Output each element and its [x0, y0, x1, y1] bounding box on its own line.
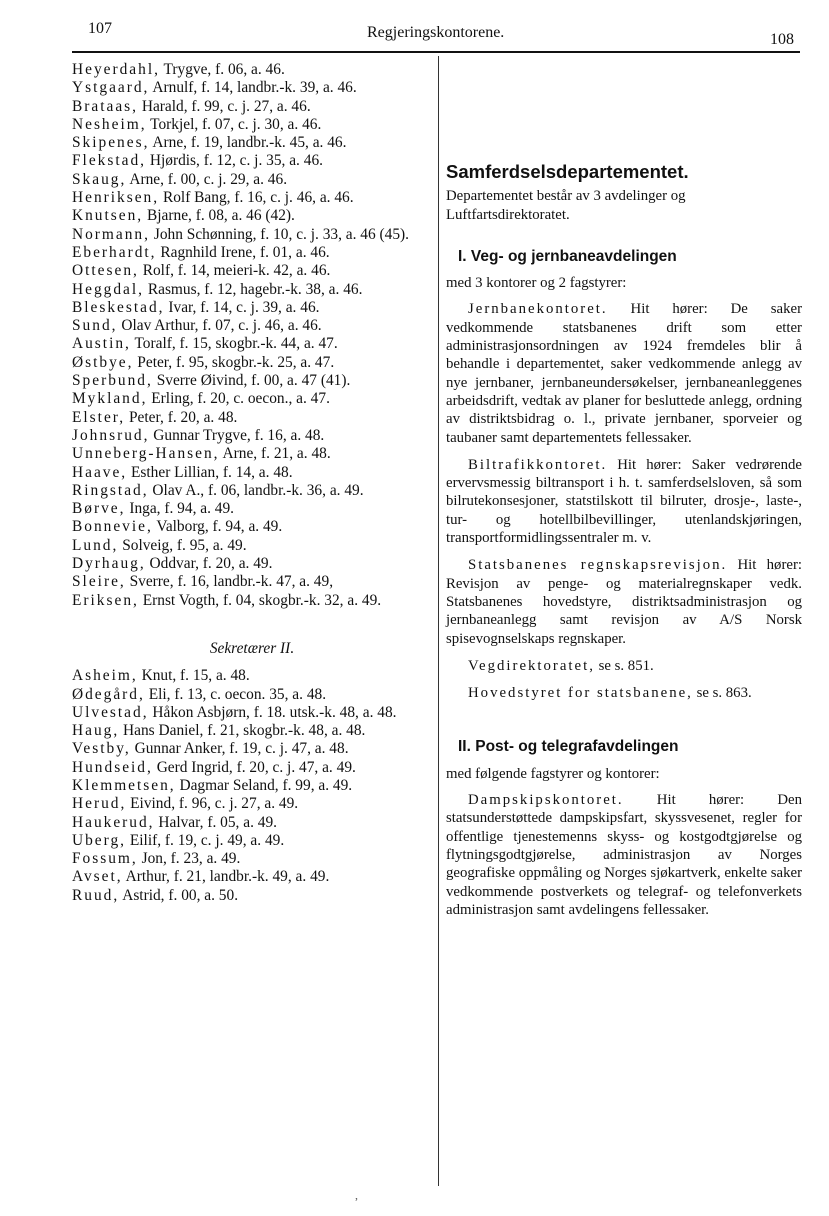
staff-surname: Uberg, [72, 831, 127, 849]
staff-surname: Sperbund, [72, 372, 153, 390]
office-paragraph [446, 684, 802, 702]
office-name: Hovedstyret for statsbanene, [468, 685, 693, 702]
staff-entry [72, 795, 432, 813]
office-paragraph [446, 657, 802, 675]
staff-list [72, 61, 432, 610]
office-name: Jernbanekontoret. [468, 301, 608, 318]
office-description: se s. 863. [692, 685, 752, 702]
staff-entry [72, 464, 432, 482]
staff-details: Gunnar Anker, f. 19, c. j. 47, a. 48. [130, 740, 349, 758]
staff-surname: Haave, [72, 463, 128, 481]
staff-details: Astrid, f. 00, a. 50. [119, 886, 239, 904]
staff-entry [72, 262, 432, 280]
staff-surname: Eberhardt, [72, 243, 157, 261]
staff-entry [72, 445, 432, 463]
staff-details: Hjørdis, f. 12, c. j. 35, a. 46. [146, 152, 323, 170]
staff-entry [72, 482, 432, 500]
staff-details: Eli, f. 13, c. oecon. 35, a. 48. [144, 685, 327, 703]
staff-entry [72, 207, 432, 225]
staff-details: Eilif, f. 19, c. j. 49, a. 49. [126, 831, 285, 849]
staff-entry [72, 317, 432, 335]
staff-details: Jon, f. 23, a. 49. [137, 850, 241, 868]
staff-surname: Børve, [72, 500, 126, 518]
staff-entry [72, 518, 432, 536]
staff-surname: Heyerdahl, [72, 61, 160, 78]
staff-entry [72, 667, 432, 685]
staff-surname: Hundseid, [72, 758, 153, 776]
division-paragraphs [446, 300, 802, 702]
page-number-left: 107 [88, 20, 112, 37]
staff-entry [72, 555, 432, 573]
staff-surname: Sleire, [72, 573, 126, 591]
office-description: Hit hører: Den statsunderstøttede dampskipsfart, skyssvesenet, regler for offentlige tjenestemenns skyss- og kostgodtgjørelse og flytningsgodtgjørelse, administrasjon av Norges geografiske oppmåling og Norges sjøkartverk, enkelte saker vedkommende postverkets og telegraf- og telefonverkets administrasjon samt avdelingens fellessaker. [446, 792, 802, 918]
staff-entry [72, 832, 432, 850]
staff-surname: Sund, [72, 317, 118, 335]
staff-details: Ragnhild Irene, f. 01, a. 46. [156, 243, 330, 261]
staff-surname: Haug, [72, 722, 120, 740]
staff-surname: Haukerud, [72, 813, 155, 831]
staff-entry [72, 814, 432, 832]
staff-details: Arne, f. 21, a. 48. [219, 445, 331, 463]
staff-surname: Fossum, [72, 850, 138, 868]
staff-details: Solveig, f. 95, a. 49. [118, 536, 247, 554]
staff-details: Gerd Ingrid, f. 20, c. j. 47, a. 49. [152, 758, 356, 776]
staff-surname: Mykland, [72, 390, 148, 408]
staff-details: Trygve, f. 06, a. 46. [159, 61, 285, 78]
staff-surname: Herud, [72, 795, 127, 813]
staff-details: Rasmus, f. 12, hagebr.-k. 38, a. 46. [144, 280, 363, 298]
staff-surname: Asheim, [72, 667, 138, 685]
staff-surname: Ulvestad, [72, 703, 149, 721]
staff-surname: Ottesen, [72, 262, 139, 280]
staff-entry [72, 722, 432, 740]
staff-entry [72, 537, 432, 555]
staff-surname: Unneberg-Hansen, [72, 445, 220, 463]
right-column [446, 61, 802, 928]
staff-surname: Johnsrud, [72, 426, 150, 444]
staff-details: Eivind, f. 96, c. j. 27, a. 49. [126, 795, 299, 813]
staff-details: Toralf, f. 15, skogbr.-k. 44, a. 47. [130, 335, 338, 353]
department-title: Samferdselsdepartementet. [446, 161, 689, 182]
staff-details: Ernst Vogth, f. 04, skogbr.-k. 32, a. 49. [138, 591, 382, 609]
staff-details: Esther Lillian, f. 14, a. 48. [127, 463, 293, 481]
staff-entry [72, 850, 432, 868]
division-intro: med 3 kontorer og 2 fagstyrer: [446, 275, 627, 292]
staff-details: Olav A., f. 06, landbr.-k. 36, a. 49. [148, 481, 364, 499]
staff-entry [72, 573, 432, 591]
staff-surname: Eriksen, [72, 591, 139, 609]
office-description: Hit hører: Revisjon av penge- og materialregnskaper vedk. Statsbanenes hovedstyre, distriktsadministrasjon og jernbaneanlegg samt revisjon av A/S Norsk spisevognselskaps regnskaper. [446, 557, 802, 647]
staff-surname: Ødegård, [72, 685, 145, 703]
staff-details: Inga, f. 94, a. 49. [125, 500, 235, 518]
staff-entry [72, 887, 432, 905]
column-divider [438, 56, 439, 1186]
staff-details: Dagmar Seland, f. 99, a. 49. [175, 776, 353, 794]
staff-entry [72, 244, 432, 262]
ink-mark: , [355, 1188, 358, 1202]
division-heading: I. Veg- og jernbaneavdelingen [458, 247, 677, 265]
staff-surname: Elster, [72, 408, 126, 426]
staff-details: Bjarne, f. 08, a. 46 (42). [143, 207, 295, 225]
staff-surname: Normann, [72, 225, 150, 243]
staff-surname: Flekstad, [72, 152, 147, 170]
staff-surname: Ringstad, [72, 481, 149, 499]
staff-entry [72, 592, 432, 610]
staff-entry [72, 372, 432, 390]
staff-surname: Bleskestad, [72, 298, 165, 316]
staff-entry [72, 777, 432, 795]
staff-details: Arthur, f. 21, landbr.-k. 49, a. 49. [122, 868, 330, 886]
staff-entry [72, 740, 432, 758]
staff-surname: Skaug, [72, 170, 127, 188]
staff-entry [72, 61, 432, 79]
staff-entry [72, 335, 432, 353]
staff-surname: Østbye, [72, 353, 134, 371]
staff-details: Torkjel, f. 07, c. j. 30, a. 46. [146, 115, 322, 133]
office-paragraph [446, 456, 802, 547]
office-description: Hit hører: De saker vedkommende statsbanenes drift som etter administrasjonsordningen av 1924 fremdeles blir å behandle i departementet, saker vedkommende anlegg av nye jernbaner, jernbaneundersøkelser, jernbaneanleggenes arbeidsdrift, vedtak av planer for besluttede anlegg, ordning av distriktsbidrag o. l., private jernbaner, sporveier og taubaner samt departementets fellessaker. [446, 301, 802, 446]
staff-details: Olav Arthur, f. 07, c. j. 46, a. 46. [117, 317, 322, 335]
staff-details: Gunnar Trygve, f. 16, a. 48. [149, 426, 325, 444]
page-number-right: 108 [770, 31, 794, 48]
staff-surname: Vestby, [72, 740, 131, 758]
staff-details: Hans Daniel, f. 21, skogbr.-k. 48, a. 48. [119, 722, 366, 740]
running-title: Regjeringskontorene. [367, 24, 505, 41]
staff-details: Erling, f. 20, c. oecon., a. 47. [147, 390, 330, 408]
office-paragraph [446, 556, 802, 647]
division-intro: med følgende fagstyrer og kontorer: [446, 765, 660, 782]
office-name: Biltrafikkontoret. [468, 456, 608, 473]
staff-entry [72, 704, 432, 722]
staff-details: Arne, f. 19, landbr.-k. 45, a. 46. [149, 134, 347, 152]
staff-details: Knut, f. 15, a. 48. [137, 667, 250, 685]
office-name: Vegdirektoratet, [468, 657, 595, 674]
division-paragraphs [446, 791, 802, 919]
staff-surname: Avset, [72, 868, 123, 886]
left-column [72, 61, 432, 905]
staff-details: Arnulf, f. 14, landbr.-k. 39, a. 46. [149, 79, 357, 97]
staff-entry [72, 500, 432, 518]
staff-entry [72, 171, 432, 189]
staff-entry [72, 354, 432, 372]
office-name: Statsbanenes regnskapsrevisjon. [468, 557, 728, 574]
staff-surname: Klemmetsen, [72, 776, 176, 794]
staff-surname: Ruud, [72, 886, 120, 904]
header-rule [72, 51, 800, 53]
staff-details: Rolf, f. 14, meieri-k. 42, a. 46. [138, 262, 331, 280]
staff-entry [72, 281, 432, 299]
staff-entry [72, 759, 432, 777]
staff-details: Rolf Bang, f. 16, c. j. 46, a. 46. [159, 189, 354, 207]
secretary-list [72, 667, 432, 905]
staff-details: Valborg, f. 94, a. 49. [152, 518, 283, 536]
staff-entry [72, 152, 432, 170]
staff-details: Halvar, f. 05, a. 49. [154, 813, 278, 831]
staff-details: Peter, f. 20, a. 48. [125, 408, 238, 426]
staff-details: Harald, f. 99, c. j. 27, a. 46. [138, 97, 311, 115]
staff-entry [72, 189, 432, 207]
staff-surname: Skipenes, [72, 134, 150, 152]
staff-entry [72, 686, 432, 704]
staff-surname: Dyrhaug, [72, 555, 146, 573]
office-name: Dampskipskontoret. [468, 792, 624, 809]
staff-entry [72, 98, 432, 116]
staff-details: Håkon Asbjørn, f. 18. utsk.-k. 48, a. 48. [148, 703, 397, 721]
staff-surname: Brataas, [72, 97, 138, 115]
office-paragraph [446, 791, 802, 919]
staff-details: Oddvar, f. 20, a. 49. [145, 555, 273, 573]
staff-details: Sverre Øivind, f. 00, a. 47 (41). [152, 372, 351, 390]
office-paragraph [446, 300, 802, 446]
staff-details: Sverre, f. 16, landbr.-k. 47, a. 49, [125, 573, 334, 591]
staff-entry [72, 868, 432, 886]
staff-entry [72, 427, 432, 445]
staff-entry [72, 299, 432, 317]
staff-surname: Austin, [72, 335, 131, 353]
staff-surname: Henriksen, [72, 189, 160, 207]
staff-surname: Ystgaard, [72, 79, 150, 97]
staff-entry [72, 134, 432, 152]
staff-entry [72, 116, 432, 134]
office-description: Hit hører: Saker vedrørende ervervsmessig biltransport i h. t. samferdselsloven, så som bilrutekonsesjoner, statstilskott til bilruter, drosje-, laste-, tur- og hotellbilbevillinger, utenlandskjøringen, transportformidlingssentraler m. v. [446, 456, 802, 547]
staff-surname: Lund, [72, 536, 119, 554]
staff-details: John Schønning, f. 10, c. j. 33, a. 46 (45). [149, 225, 410, 243]
staff-details: Arne, f. 00, c. j. 29, a. 46. [126, 170, 288, 188]
staff-entry [72, 409, 432, 427]
section-heading: Sekretærer II. [209, 639, 295, 657]
staff-entry [72, 390, 432, 408]
staff-surname: Knutsen, [72, 207, 144, 225]
staff-details: Peter, f. 95, skogbr.-k. 25, a. 47. [133, 353, 335, 371]
division-heading: II. Post- og telegrafavdelingen [458, 738, 679, 756]
staff-details: Ivar, f. 14, c. j. 39, a. 46. [164, 298, 320, 316]
office-description: se s. 851. [594, 657, 654, 674]
staff-entry [72, 226, 432, 244]
staff-surname: Nesheim, [72, 115, 147, 133]
staff-surname: Heggdal, [72, 280, 144, 298]
staff-surname: Bonnevie, [72, 518, 153, 536]
page-header [0, 0, 829, 60]
department-intro: Departementet består av 3 avdelinger og Luftfartsdirektoratet. [446, 188, 686, 223]
staff-entry [72, 79, 432, 97]
